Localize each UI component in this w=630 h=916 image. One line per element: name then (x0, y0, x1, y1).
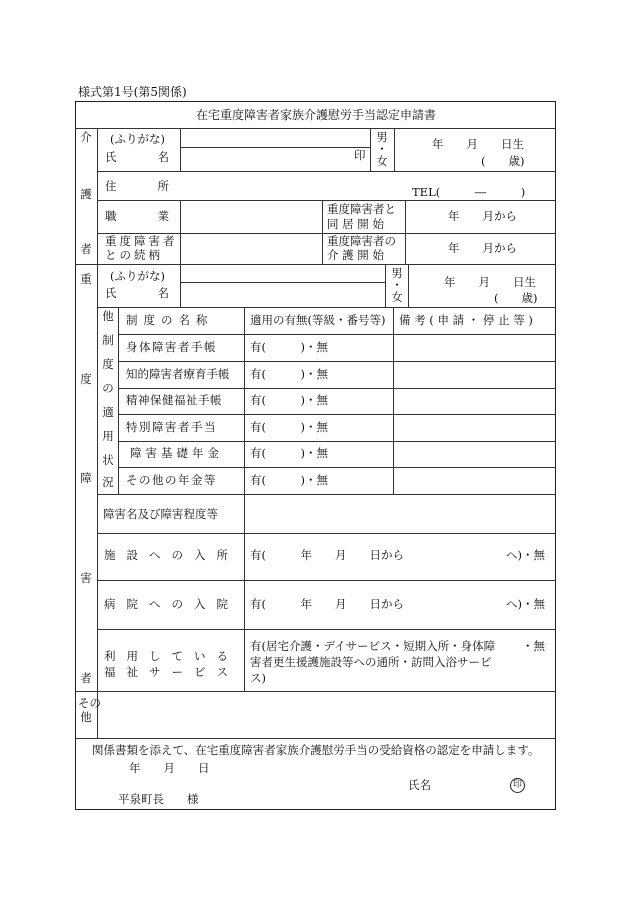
welfare-service-options[interactable]: 害者更生援護施設等への通所・訪問入浴サービ (250, 655, 492, 669)
caregiver-name-label: 氏 名 (105, 150, 175, 164)
rule (97, 494, 556, 495)
disabled-sex-male[interactable]: 男 (391, 266, 403, 280)
form-reference: 様式第1号(第5関係) (78, 85, 187, 99)
caregiver-tel-field[interactable]: TEL( ― ) (412, 185, 526, 199)
disabled-birthdate[interactable]: 年 月 日生 (444, 275, 536, 289)
disabled-label-char: 度 (80, 372, 92, 386)
rule (405, 200, 406, 264)
system-remarks-field[interactable] (395, 443, 553, 466)
caregiver-address-label: 住 所 (105, 179, 175, 193)
relation-field[interactable] (181, 235, 321, 263)
addressee: 平泉町長 様 (118, 792, 199, 806)
system-remarks-field[interactable] (395, 469, 553, 493)
cohabitation-start-field[interactable]: 年 月から (448, 209, 517, 223)
rule (97, 128, 98, 738)
caregiver-sex-female[interactable]: 女 (376, 154, 388, 168)
other-systems-label-char: 用 (102, 429, 114, 443)
rule (118, 334, 556, 335)
rule (394, 128, 395, 171)
applicant-name-field[interactable] (436, 776, 506, 792)
system-remarks-field[interactable] (395, 416, 553, 440)
rule (118, 441, 556, 442)
table-header-applicable: 適用の有無(等級・番号等) (250, 313, 386, 327)
system-status[interactable]: 有( )・無 (250, 446, 328, 460)
disabled-sex-dot: ・ (391, 278, 403, 292)
caregiver-seal-mark: 印 (354, 148, 366, 162)
system-name: 精神保健福祉手帳 (126, 393, 222, 407)
welfare-service-none[interactable]: ・無 (522, 639, 545, 653)
caregiver-label-char: 介 (80, 130, 92, 144)
rule (118, 414, 556, 415)
system-remarks-field[interactable] (395, 363, 553, 387)
relation-label: 重度障害者 (105, 234, 178, 248)
system-status[interactable]: 有( )・無 (250, 420, 328, 434)
other-label: その (78, 696, 101, 710)
facility-label: 施設への入所 (104, 548, 239, 562)
caregiver-furigana-label: (ふりがな) (110, 132, 165, 146)
rule (75, 264, 556, 265)
welfare-service-label: 福祉サービス (104, 665, 239, 679)
table-header-system-name: 制度の名称 (126, 313, 214, 327)
system-name: その他の年金等 (126, 473, 217, 487)
other-systems-label-char: 適 (102, 405, 114, 419)
applicant-name-label: 氏名 (408, 778, 431, 792)
rule (180, 147, 370, 148)
care-start-field[interactable]: 年 月から (448, 241, 517, 255)
system-name: 知的障害者療育手帳 (126, 367, 230, 381)
disability-field[interactable] (246, 496, 553, 532)
cohabitation-start-label: 重度障害者と (327, 202, 396, 216)
form-title: 在宅重度障害者家族介護慰労手当認定申請書 (196, 108, 437, 122)
table-header-remarks: 備 考 ( 申 請 ・ 停 止 等 ) (399, 313, 533, 327)
cohabitation-start-label: 同 居 開 始 (327, 217, 384, 231)
system-name: 障害基礎年金 (130, 446, 223, 460)
rule (97, 629, 556, 630)
disabled-label-char: 障 (80, 471, 92, 485)
disabled-label-char: 者 (80, 671, 92, 685)
rule (244, 307, 245, 691)
rule (322, 200, 323, 264)
rule (75, 738, 556, 739)
other-systems-label-char: 制 (102, 333, 114, 347)
caregiver-label-char: 者 (80, 242, 92, 256)
facility-end[interactable]: へ)・無 (506, 548, 545, 562)
disabled-name-label: 氏 名 (105, 286, 175, 300)
disabled-furigana-field[interactable] (181, 267, 383, 281)
rule (75, 128, 556, 129)
rule (97, 580, 556, 581)
system-name: 身体障害者手帳 (126, 340, 217, 354)
relation-label: との続柄 (105, 248, 163, 262)
other-systems-label-char: 状 (102, 453, 114, 467)
caregiver-occupation-label: 職 業 (105, 209, 175, 223)
welfare-service-options[interactable]: ス) (250, 671, 266, 685)
other-systems-label-char: の (102, 381, 114, 395)
caregiver-name-field[interactable] (181, 149, 369, 169)
disabled-furigana-label: (ふりがな) (110, 269, 165, 283)
caregiver-sex-dot: ・ (376, 142, 388, 156)
system-remarks-field[interactable] (395, 336, 553, 360)
other-systems-label-char: 況 (102, 475, 114, 489)
caregiver-sex-male[interactable]: 男 (376, 130, 388, 144)
applicant-seal-mark: 印 (510, 778, 525, 793)
rule (118, 467, 556, 468)
rule (118, 388, 556, 389)
rule (97, 171, 556, 172)
caregiver-birthdate[interactable]: 年 月 日生 (432, 137, 524, 151)
rule (118, 307, 119, 494)
rule (97, 307, 556, 308)
hospital-end[interactable]: へ)・無 (506, 597, 545, 611)
disabled-name-field[interactable] (181, 284, 383, 306)
system-remarks-field[interactable] (395, 390, 553, 413)
system-status[interactable]: 有( )・無 (250, 473, 328, 487)
rule (118, 361, 556, 362)
rule (75, 691, 556, 692)
disability-label: 障害名及び障害程度等 (103, 507, 218, 521)
other-label: 他 (80, 710, 92, 724)
rule (385, 264, 386, 307)
welfare-service-label: 利用している (104, 649, 239, 663)
system-name: 特別障害者手当 (126, 420, 217, 434)
disabled-age[interactable]: ( 歳) (494, 291, 538, 305)
rule (180, 282, 385, 283)
caregiver-furigana-field[interactable] (181, 132, 369, 146)
hospital-label: 病院への入院 (104, 597, 239, 611)
rule (370, 128, 371, 171)
hospital-field[interactable]: 有( 年 月 日から (250, 597, 404, 611)
system-status[interactable]: 有( )・無 (250, 340, 328, 354)
other-field[interactable] (99, 693, 554, 737)
disabled-label-char: 害 (80, 571, 92, 585)
application-date[interactable]: 年 月 日 (129, 761, 210, 775)
care-start-label: 介 護 開 始 (327, 248, 384, 262)
other-systems-label-char: 他 (102, 309, 114, 323)
disabled-sex-female[interactable]: 女 (391, 290, 403, 304)
rule (97, 533, 556, 534)
rule (408, 264, 409, 307)
application-statement: 関係書類を添えて、在宅重度障害者家族介護慰労手当の受給資格の認定を申請します。 (92, 743, 540, 757)
facility-field[interactable]: 有( 年 月 日から (250, 548, 404, 562)
other-systems-label-char: 度 (102, 357, 114, 371)
disabled-label-char: 重 (80, 272, 92, 286)
caregiver-label-char: 護 (80, 187, 92, 201)
welfare-service-options[interactable]: 有(居宅介護・デイサービス・短期入所・身体障 (250, 639, 496, 653)
caregiver-occupation-field[interactable] (181, 202, 321, 232)
rule (393, 307, 394, 494)
caregiver-age[interactable]: ( 歳) (481, 154, 525, 168)
rule (97, 200, 556, 201)
caregiver-address-field[interactable] (181, 173, 411, 199)
system-status[interactable]: 有( )・無 (250, 393, 328, 407)
system-status[interactable]: 有( )・無 (250, 367, 328, 381)
care-start-label: 重度障害者の (327, 234, 396, 248)
